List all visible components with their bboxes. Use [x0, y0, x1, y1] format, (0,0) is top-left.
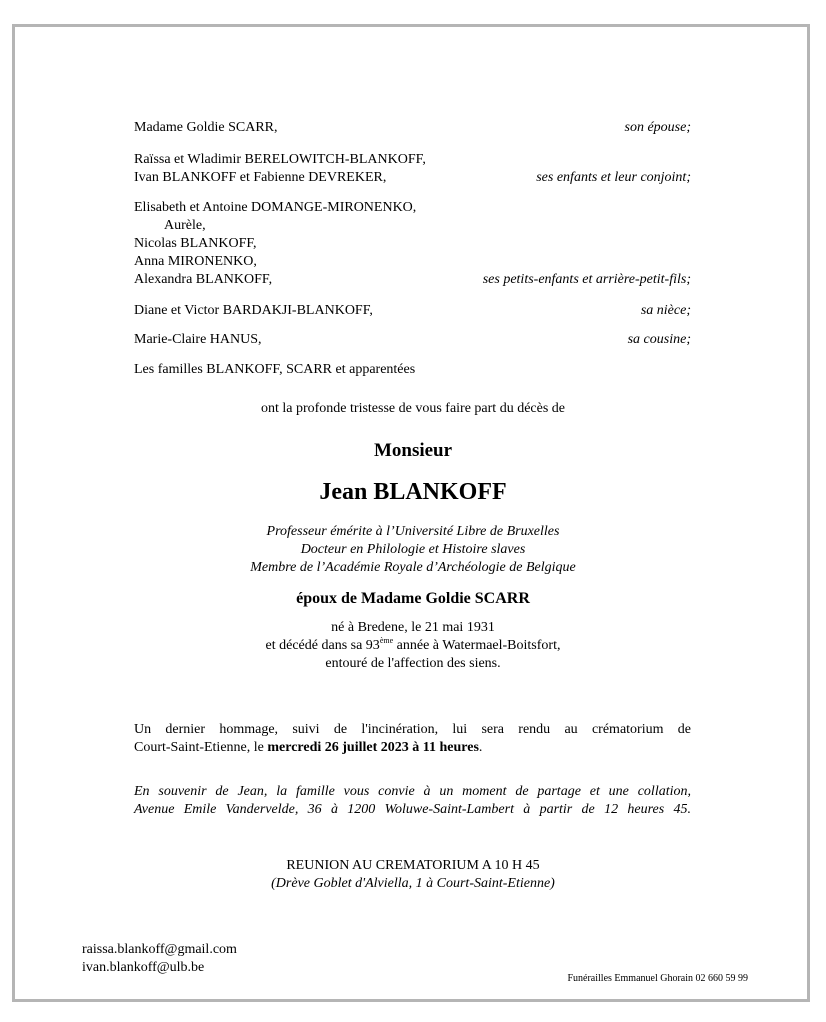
contact-email-2: ivan.blankoff@ulb.be [82, 960, 205, 975]
death-line-pre: et décédé dans sa 93 [265, 638, 380, 653]
death-line [0, 637, 826, 654]
birth-line: né à Bredene, le 21 mai 1931 [331, 620, 495, 635]
children-role: ses enfants et leur conjoint; [536, 170, 691, 185]
meeting-line-1: REUNION AU CREMATORIUM A 10 H 45 [286, 858, 540, 873]
niece-name: Diane et Victor BARDAKJI-BLANKOFF, [134, 303, 373, 318]
spouse-role: son épouse; [624, 120, 691, 135]
children-line-2: Ivan BLANKOFF et Fabienne DEVREKER, [134, 170, 387, 185]
niece-role: sa nièce; [640, 303, 691, 318]
grandchildren-line-2: Aurèle, [164, 218, 206, 233]
spouse-of-line: époux de Madame Goldie SCARR [296, 590, 530, 607]
contact-email-1: raissa.blankoff@gmail.com [82, 942, 237, 957]
deceased-title-3: Membre de l’Académie Royale d’Archéologie de Belgique [250, 560, 576, 575]
deceased-title: Monsieur [373, 440, 453, 461]
ceremony-line-2 [134, 739, 482, 756]
grandchildren-line-4: Anna MIRONENKO, [134, 254, 257, 269]
meeting-line-2: (Drève Goblet d'Alviella, 1 à Court-Saint-Etienne) [271, 876, 555, 891]
deceased-name: Jean BLANKOFF [319, 479, 507, 505]
families-line: Les familles BLANKOFF, SCARR et apparentées [134, 362, 416, 377]
reception-line-2: Avenue Emile Vandervelde, 36 à 1200 Woluwe-Saint-Lambert à partir de 12 heures 45. [134, 802, 691, 817]
announcement-line: ont la profonde tristesse de vous faire part du décès de [260, 401, 565, 416]
ceremony-line-1: Un dernier hommage, suivi de l'incinération, lui sera rendu au crématorium de [134, 722, 691, 737]
cousin-role: sa cousine; [627, 332, 691, 347]
grandchildren-role: ses petits-enfants et arrière-petit-fils; [482, 272, 691, 287]
death-line-sup: ème [379, 636, 394, 645]
reception-line-1: En souvenir de Jean, la famille vous convie à un moment de partage et une collation, [134, 784, 691, 799]
cousin-name: Marie-Claire HANUS, [134, 332, 262, 347]
grandchildren-line-5: Alexandra BLANKOFF, [134, 272, 273, 287]
ceremony-place: Court-Saint-Etienne, le [134, 740, 268, 755]
death-line-post: année à Watermael-Boitsfort, [393, 638, 561, 653]
ceremony-period: . [478, 740, 483, 755]
grandchildren-line-1: Elisabeth et Antoine DOMANGE-MIRONENKO, [134, 200, 417, 215]
children-line-1: Raïssa et Wladimir BERELOWITCH-BLANKOFF, [134, 152, 426, 167]
surrounded-line: entouré de l'affection des siens. [325, 656, 501, 671]
grandchildren-line-3: Nicolas BLANKOFF, [134, 236, 257, 251]
deceased-title-2: Docteur en Philologie et Histoire slaves [300, 542, 526, 557]
funeral-home-footer: Funérailles Emmanuel Ghorain 02 660 59 99 [567, 973, 748, 984]
ceremony-datetime: mercredi 26 juillet 2023 à 11 heures [267, 740, 479, 755]
spouse-name: Madame Goldie SCARR, [134, 120, 278, 135]
deceased-title-1: Professeur émérite à l’Université Libre de Bruxelles [266, 524, 560, 539]
